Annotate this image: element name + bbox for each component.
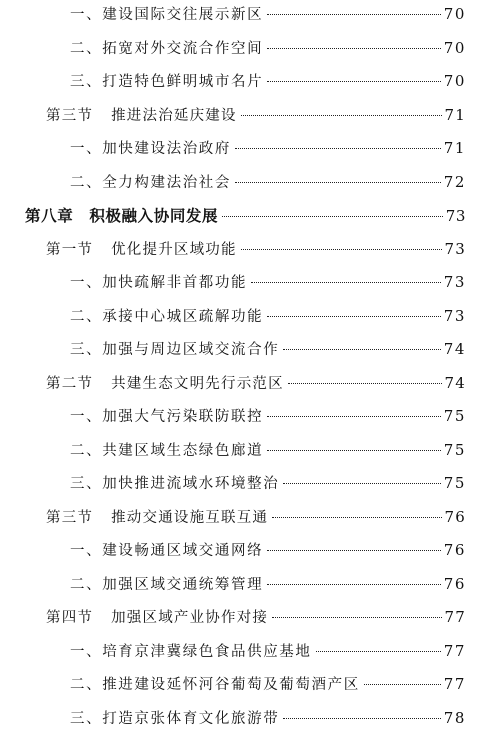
toc-entry-label <box>70 573 263 594</box>
toc-entry-label <box>70 640 312 661</box>
dot-leader <box>235 148 441 149</box>
toc-subsection-entry <box>70 37 466 65</box>
dot-leader <box>267 316 441 317</box>
dot-leader <box>267 416 441 417</box>
toc-subsection-entry <box>70 707 466 735</box>
toc-entry-label <box>70 305 263 326</box>
toc-entry-label <box>70 539 263 560</box>
toc-entry-label <box>70 3 263 24</box>
toc-subsection-entry <box>70 3 466 31</box>
toc-page-number: 74 <box>444 373 466 392</box>
toc-page-number: 70 <box>443 72 466 90</box>
toc-subsection-entry <box>70 405 466 433</box>
dot-leader <box>267 81 441 82</box>
toc-page-number: 73 <box>443 306 466 325</box>
toc-entry-number: 第一节 <box>46 241 94 258</box>
toc-entry-label <box>70 439 263 460</box>
toc-page-number: 73 <box>443 273 466 291</box>
toc-page-number: 78 <box>443 708 466 727</box>
dot-leader <box>241 115 442 116</box>
toc-entry-title: 一、建设畅通区域交通网络 <box>70 543 264 559</box>
toc-entry-title: 一、加快疏解非首都功能 <box>70 275 248 291</box>
toc-page-number: 77 <box>443 675 466 693</box>
toc-entry-label <box>70 70 263 91</box>
toc-entry-label <box>46 372 284 393</box>
toc-page-number: 73 <box>445 207 466 225</box>
toc-page-number: 76 <box>443 541 466 559</box>
toc-entry-label <box>70 405 263 426</box>
toc-entry-label <box>70 171 231 192</box>
toc-entry-label <box>46 238 237 259</box>
toc-section-entry <box>46 104 466 132</box>
dot-leader <box>267 14 441 15</box>
dot-leader <box>364 684 441 685</box>
toc-entry-number: 第四节 <box>46 610 94 626</box>
toc-entry-title: 二、拓宽对外交流合作空间 <box>70 40 264 57</box>
toc-subsection-entry <box>70 539 466 567</box>
toc-page-number: 71 <box>444 105 466 124</box>
dot-leader <box>267 450 441 451</box>
toc-page-number: 72 <box>443 172 466 191</box>
dot-leader <box>272 617 441 618</box>
toc-subsection-entry <box>70 673 466 701</box>
dot-leader <box>283 718 440 719</box>
toc-subsection-entry <box>70 472 466 500</box>
toc-page-number: 73 <box>444 239 466 258</box>
toc-entry-label <box>46 104 237 125</box>
toc-entry-label <box>70 338 279 359</box>
toc-entry-label <box>46 606 268 627</box>
toc-entry-title: 加强区域产业协作对接 <box>111 610 269 626</box>
dot-leader <box>288 383 442 384</box>
toc-page-number: 75 <box>443 474 466 492</box>
toc-entry-label <box>70 37 263 58</box>
toc-page-number: 76 <box>444 507 466 526</box>
dot-leader <box>235 182 441 183</box>
toc-section-entry <box>46 606 466 634</box>
toc-entry-title: 共建生态文明先行示范区 <box>111 375 284 392</box>
toc-entry-title: 一、加快建设法治政府 <box>70 141 231 157</box>
toc-page-number: 74 <box>443 340 466 358</box>
toc-entry-label <box>46 506 268 527</box>
toc-subsection-entry <box>70 305 466 333</box>
toc-subsection-entry <box>70 137 466 165</box>
toc-entry-title: 三、打造特色鲜明城市名片 <box>70 74 264 90</box>
toc-subsection-entry <box>70 640 466 668</box>
dot-leader <box>251 282 441 283</box>
toc-page-number: 75 <box>443 407 466 425</box>
dot-leader <box>272 517 441 518</box>
toc-entry-title: 二、加强区域交通统筹管理 <box>70 576 264 593</box>
dot-leader <box>222 216 443 217</box>
toc-entry-title: 优化提升区域功能 <box>111 241 237 258</box>
dot-leader <box>316 651 441 652</box>
toc-subsection-entry <box>70 338 466 366</box>
toc-entry-title: 二、推进建设延怀河谷葡萄及葡萄酒产区 <box>70 677 360 693</box>
toc-section-entry <box>46 372 466 400</box>
dot-leader <box>241 249 442 250</box>
toc-section-entry <box>46 238 466 266</box>
toc-entry-title: 一、加强大气污染联防联控 <box>70 409 264 425</box>
toc-page-number: 76 <box>443 574 466 593</box>
toc-subsection-entry <box>70 70 466 98</box>
toc-entry-title: 三、加强与周边区域交流合作 <box>70 342 280 358</box>
toc-page-number: 70 <box>443 38 466 57</box>
toc-entry-label <box>70 271 247 292</box>
toc-page-number: 77 <box>444 608 466 626</box>
toc-page-number: 75 <box>443 440 466 459</box>
toc-section-entry <box>46 506 466 534</box>
dot-leader <box>267 584 441 585</box>
toc-entry-title: 二、承接中心城区疏解功能 <box>70 308 264 325</box>
toc-entry-title: 一、建设国际交往展示新区 <box>70 7 264 23</box>
toc-entry-label <box>70 137 231 158</box>
toc-entry-title: 三、打造京张体育文化旅游带 <box>70 710 280 727</box>
toc-entry-label <box>70 673 360 694</box>
toc-subsection-entry <box>70 171 466 199</box>
toc-chapter-entry <box>25 204 466 232</box>
toc-entry-label <box>70 472 279 493</box>
toc-entry-title: 推进法治延庆建设 <box>111 107 237 124</box>
dot-leader <box>283 483 440 484</box>
toc-entry-title: 一、培育京津冀绿色食品供应基地 <box>70 643 312 660</box>
toc-entry-title: 积极融入协同发展 <box>89 206 219 225</box>
toc-subsection-entry <box>70 439 466 467</box>
toc-page-number: 71 <box>443 139 466 157</box>
toc-entry-title: 推动交通设施互联互通 <box>111 509 269 526</box>
toc-entry-number: 第三节 <box>46 107 94 124</box>
toc-entry-number: 第三节 <box>46 509 94 526</box>
dot-leader <box>267 550 441 551</box>
toc-entry-number: 第二节 <box>46 375 94 392</box>
toc-entry-title: 三、加快推进流域水环境整治 <box>70 476 280 492</box>
dot-leader <box>283 349 440 350</box>
toc-entry-number: 第八章 <box>25 206 74 225</box>
dot-leader <box>267 48 441 49</box>
toc-subsection-entry <box>70 271 466 299</box>
toc-entry-label <box>25 204 218 226</box>
toc-page-number: 70 <box>443 5 466 23</box>
toc-subsection-entry <box>70 573 466 601</box>
toc-page-number: 77 <box>443 641 466 660</box>
toc-entry-label <box>70 707 279 728</box>
toc-entry-title: 二、共建区域生态绿色廊道 <box>70 442 264 459</box>
toc-entry-title: 二、全力构建法治社会 <box>70 174 231 191</box>
